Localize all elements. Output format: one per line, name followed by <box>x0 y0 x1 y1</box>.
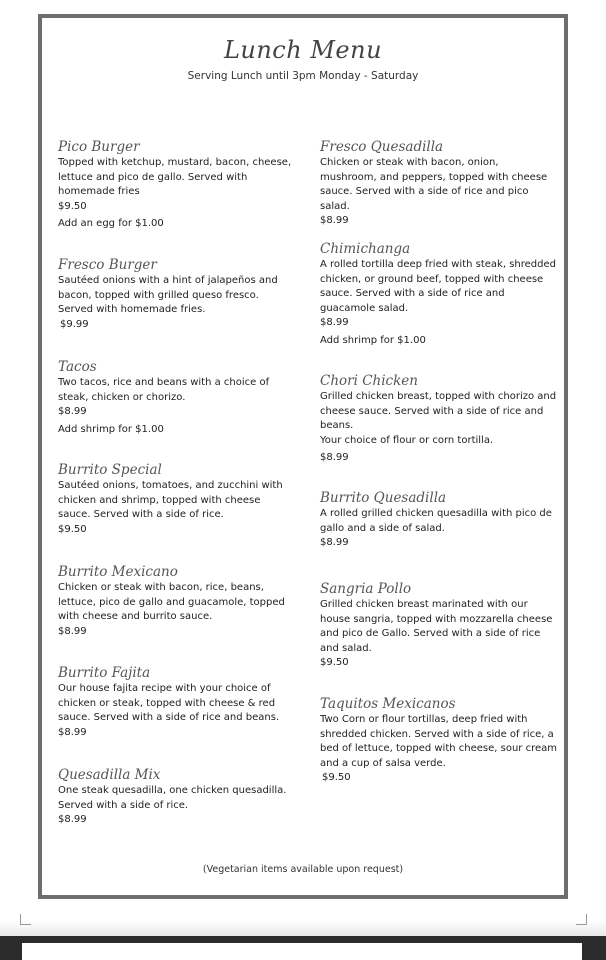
item-price: $9.50 <box>322 772 351 783</box>
item-price: $8.99 <box>320 452 349 463</box>
item-description: Grilled chicken breast, topped with chorizo and cheese sauce. Served with a side of rice and beans. <box>320 391 557 431</box>
menu-subtitle: Serving Lunch until 3pm Monday - Saturday <box>187 70 419 82</box>
crop-mark <box>20 914 31 925</box>
item-price: $8.99 <box>58 625 87 637</box>
item-name: Burrito Fajita <box>58 665 151 681</box>
item-name: Burrito Special <box>58 462 162 478</box>
next-page-edge <box>22 943 582 960</box>
item-addon: Add shrimp for $1.00 <box>58 423 164 435</box>
item-description: Grilled chicken breast marinated with our house sangria, topped with mozzarella cheese and pico de Gallo. Served with a side of rice and salad. <box>320 599 553 654</box>
menu-item <box>320 580 558 671</box>
page-edge <box>0 920 606 936</box>
item-name: Sangria Pollo <box>320 581 412 597</box>
menu-border <box>38 14 568 899</box>
item-name: Burrito Mexicano <box>58 564 178 580</box>
item-description: Sautéed onions, tomatoes, and zucchini with chicken and shrimp, topped with cheese sauce. Served with a side of rice. <box>58 480 283 520</box>
menu-item <box>58 563 296 639</box>
item-name: Chimichanga <box>320 241 411 257</box>
item-name: Tacos <box>58 359 97 375</box>
item-description: One steak quesadilla, one chicken quesadilla. Served with a side of rice. <box>58 785 287 811</box>
item-name: Fresco Burger <box>58 257 157 273</box>
item-price: $8.99 <box>320 317 349 328</box>
item-name: Chori Chicken <box>320 373 418 389</box>
item-description: Our house fajita recipe with your choice of chicken or steak, topped with cheese & red sauce. Served with a side of rice and beans. <box>58 683 280 723</box>
item-name: Quesadilla Mix <box>58 767 161 783</box>
menu-item <box>58 138 296 232</box>
item-price: $8.99 <box>320 215 349 226</box>
item-price: $8.99 <box>58 406 87 417</box>
item-price: $9.99 <box>60 318 89 330</box>
item-name: Burrito Quesadilla <box>320 490 447 506</box>
menu-title: Lunch Menu <box>223 36 383 64</box>
item-price: $9.50 <box>58 523 87 535</box>
item-description: Topped with ketchup, mustard, bacon, cheese, lettuce and pico de gallo. Served with homemade fries <box>58 157 292 197</box>
item-price: $9.50 <box>58 200 87 212</box>
menu-item <box>58 664 296 740</box>
item-name: Taquitos Mexicanos <box>320 696 456 712</box>
item-description: Sautéed onions with a hint of jalapeños and bacon, topped with grilled queso fresco. Served with homemade fries. <box>58 275 278 315</box>
item-addon: Add an egg for $1.00 <box>58 218 164 229</box>
item-price: $9.50 <box>320 657 349 668</box>
item-description: A rolled grilled chicken quesadilla with pico de gallo and a side of salad. <box>320 508 552 534</box>
item-name: Fresco Quesadilla <box>320 139 444 155</box>
item-price: $8.99 <box>58 726 87 738</box>
menu-item <box>320 372 558 466</box>
menu-item <box>320 695 558 786</box>
item-price: $8.99 <box>58 814 87 825</box>
menu-item <box>320 240 558 348</box>
crop-mark <box>576 914 587 925</box>
menu-item <box>320 489 558 551</box>
item-addon: Add shrimp for $1.00 <box>320 334 426 346</box>
menu-item <box>320 138 558 229</box>
item-description: Two Corn or flour tortillas, deep fried with shredded chicken. Served with a side of rice, a bed of lettuce, topped with cheese, sour cream and a cup of salsa verde. <box>320 714 557 769</box>
item-price: $8.99 <box>320 537 349 548</box>
item-addon: Your choice of flour or corn tortilla. <box>320 434 494 446</box>
vegetarian-note: (Vegetarian items available upon request) <box>202 864 404 875</box>
item-name: Pico Burger <box>58 139 140 155</box>
item-description: A rolled tortilla deep fried with steak, shredded chicken, or ground beef, topped with cheese sauce. Served with a side of rice and guacamole salad. <box>320 259 556 314</box>
item-description: Chicken or steak with bacon, onion, mushroom, and peppers, topped with cheese sauce. Served with a side of rice and pico salad. <box>320 157 548 212</box>
item-description: Two tacos, rice and beans with a choice of steak, chicken or chorizo. <box>58 377 270 403</box>
menu-item <box>58 358 296 437</box>
menu-item <box>58 461 296 537</box>
menu-item <box>58 256 296 332</box>
item-description: Chicken or steak with bacon, rice, beans, lettuce, pico de gallo and guacamole, topped with cheese and burrito sauce. <box>58 582 285 622</box>
menu-item <box>58 766 296 828</box>
